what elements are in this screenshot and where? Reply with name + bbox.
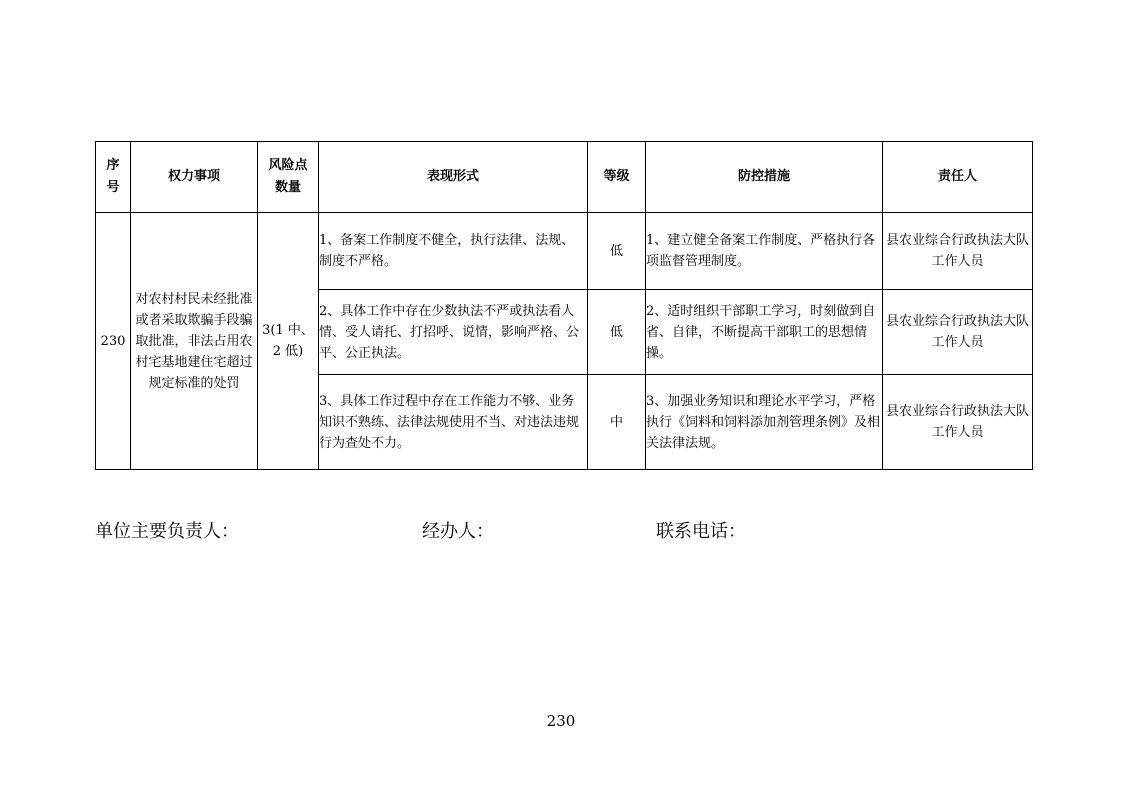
footer-unit-head-label: 单位主要负责人：	[95, 521, 239, 542]
header-matter: 权力事项	[131, 142, 258, 213]
cell-count: 3(1 中、2 低)	[258, 213, 319, 470]
header-responsible: 责任人	[883, 142, 1033, 213]
cell-measures: 3、加强业务知识和理论水平学习，严格执行《饲料和饲料添加剂管理条例》及相关法律法规。	[646, 375, 883, 470]
cell-level: 低	[588, 290, 646, 375]
footer-handler-label: 经办人：	[422, 521, 494, 542]
cell-responsible: 县农业综合行政执法大队工作人员	[883, 290, 1033, 375]
risk-table	[95, 141, 1033, 470]
cell-form: 1、备案工作制度不健全，执行法律、法规、制度不严格。	[319, 213, 588, 290]
header-seq-line1: 序	[106, 158, 120, 173]
cell-level: 中	[588, 375, 646, 470]
page-number: 230	[546, 712, 576, 730]
cell-form: 2、具体工作中存在少数执法不严或执法看人情、受人请托、打招呼、说情，影响严格、公平、公正执法。	[319, 290, 588, 375]
header-form: 表现形式	[319, 142, 588, 213]
cell-level: 低	[588, 213, 646, 290]
header-count-line2: 数量	[274, 180, 301, 195]
cell-seq: 230	[96, 213, 131, 470]
header-level: 等级	[588, 142, 646, 213]
header-measures: 防控措施	[646, 142, 883, 213]
header-row	[96, 142, 1033, 213]
cell-measures: 1、建立健全备案工作制度、严格执行各项监督管理制度。	[646, 213, 883, 290]
table-row	[96, 213, 1033, 290]
header-seq-line2: 号	[106, 180, 120, 195]
cell-responsible: 县农业综合行政执法大队工作人员	[883, 375, 1033, 470]
header-count	[258, 142, 319, 213]
cell-form: 3、具体工作过程中存在工作能力不够、业务知识不熟练、法律法规使用不当、对违法违规行为查处不力。	[319, 375, 588, 470]
footer-phone-label: 联系电话：	[656, 521, 746, 542]
cell-responsible: 县农业综合行政执法大队工作人员	[883, 213, 1033, 290]
cell-matter: 对农村村民未经批准或者采取欺骗手段骗取批准，非法占用农村宅基地建住宅超过规定标准的处罚	[131, 213, 258, 470]
cell-measures: 2、适时组织干部职工学习，时刻做到自省、自律，不断提高干部职工的思想情操。	[646, 290, 883, 375]
header-seq	[96, 142, 131, 213]
header-count-line1: 风险点	[268, 158, 308, 173]
